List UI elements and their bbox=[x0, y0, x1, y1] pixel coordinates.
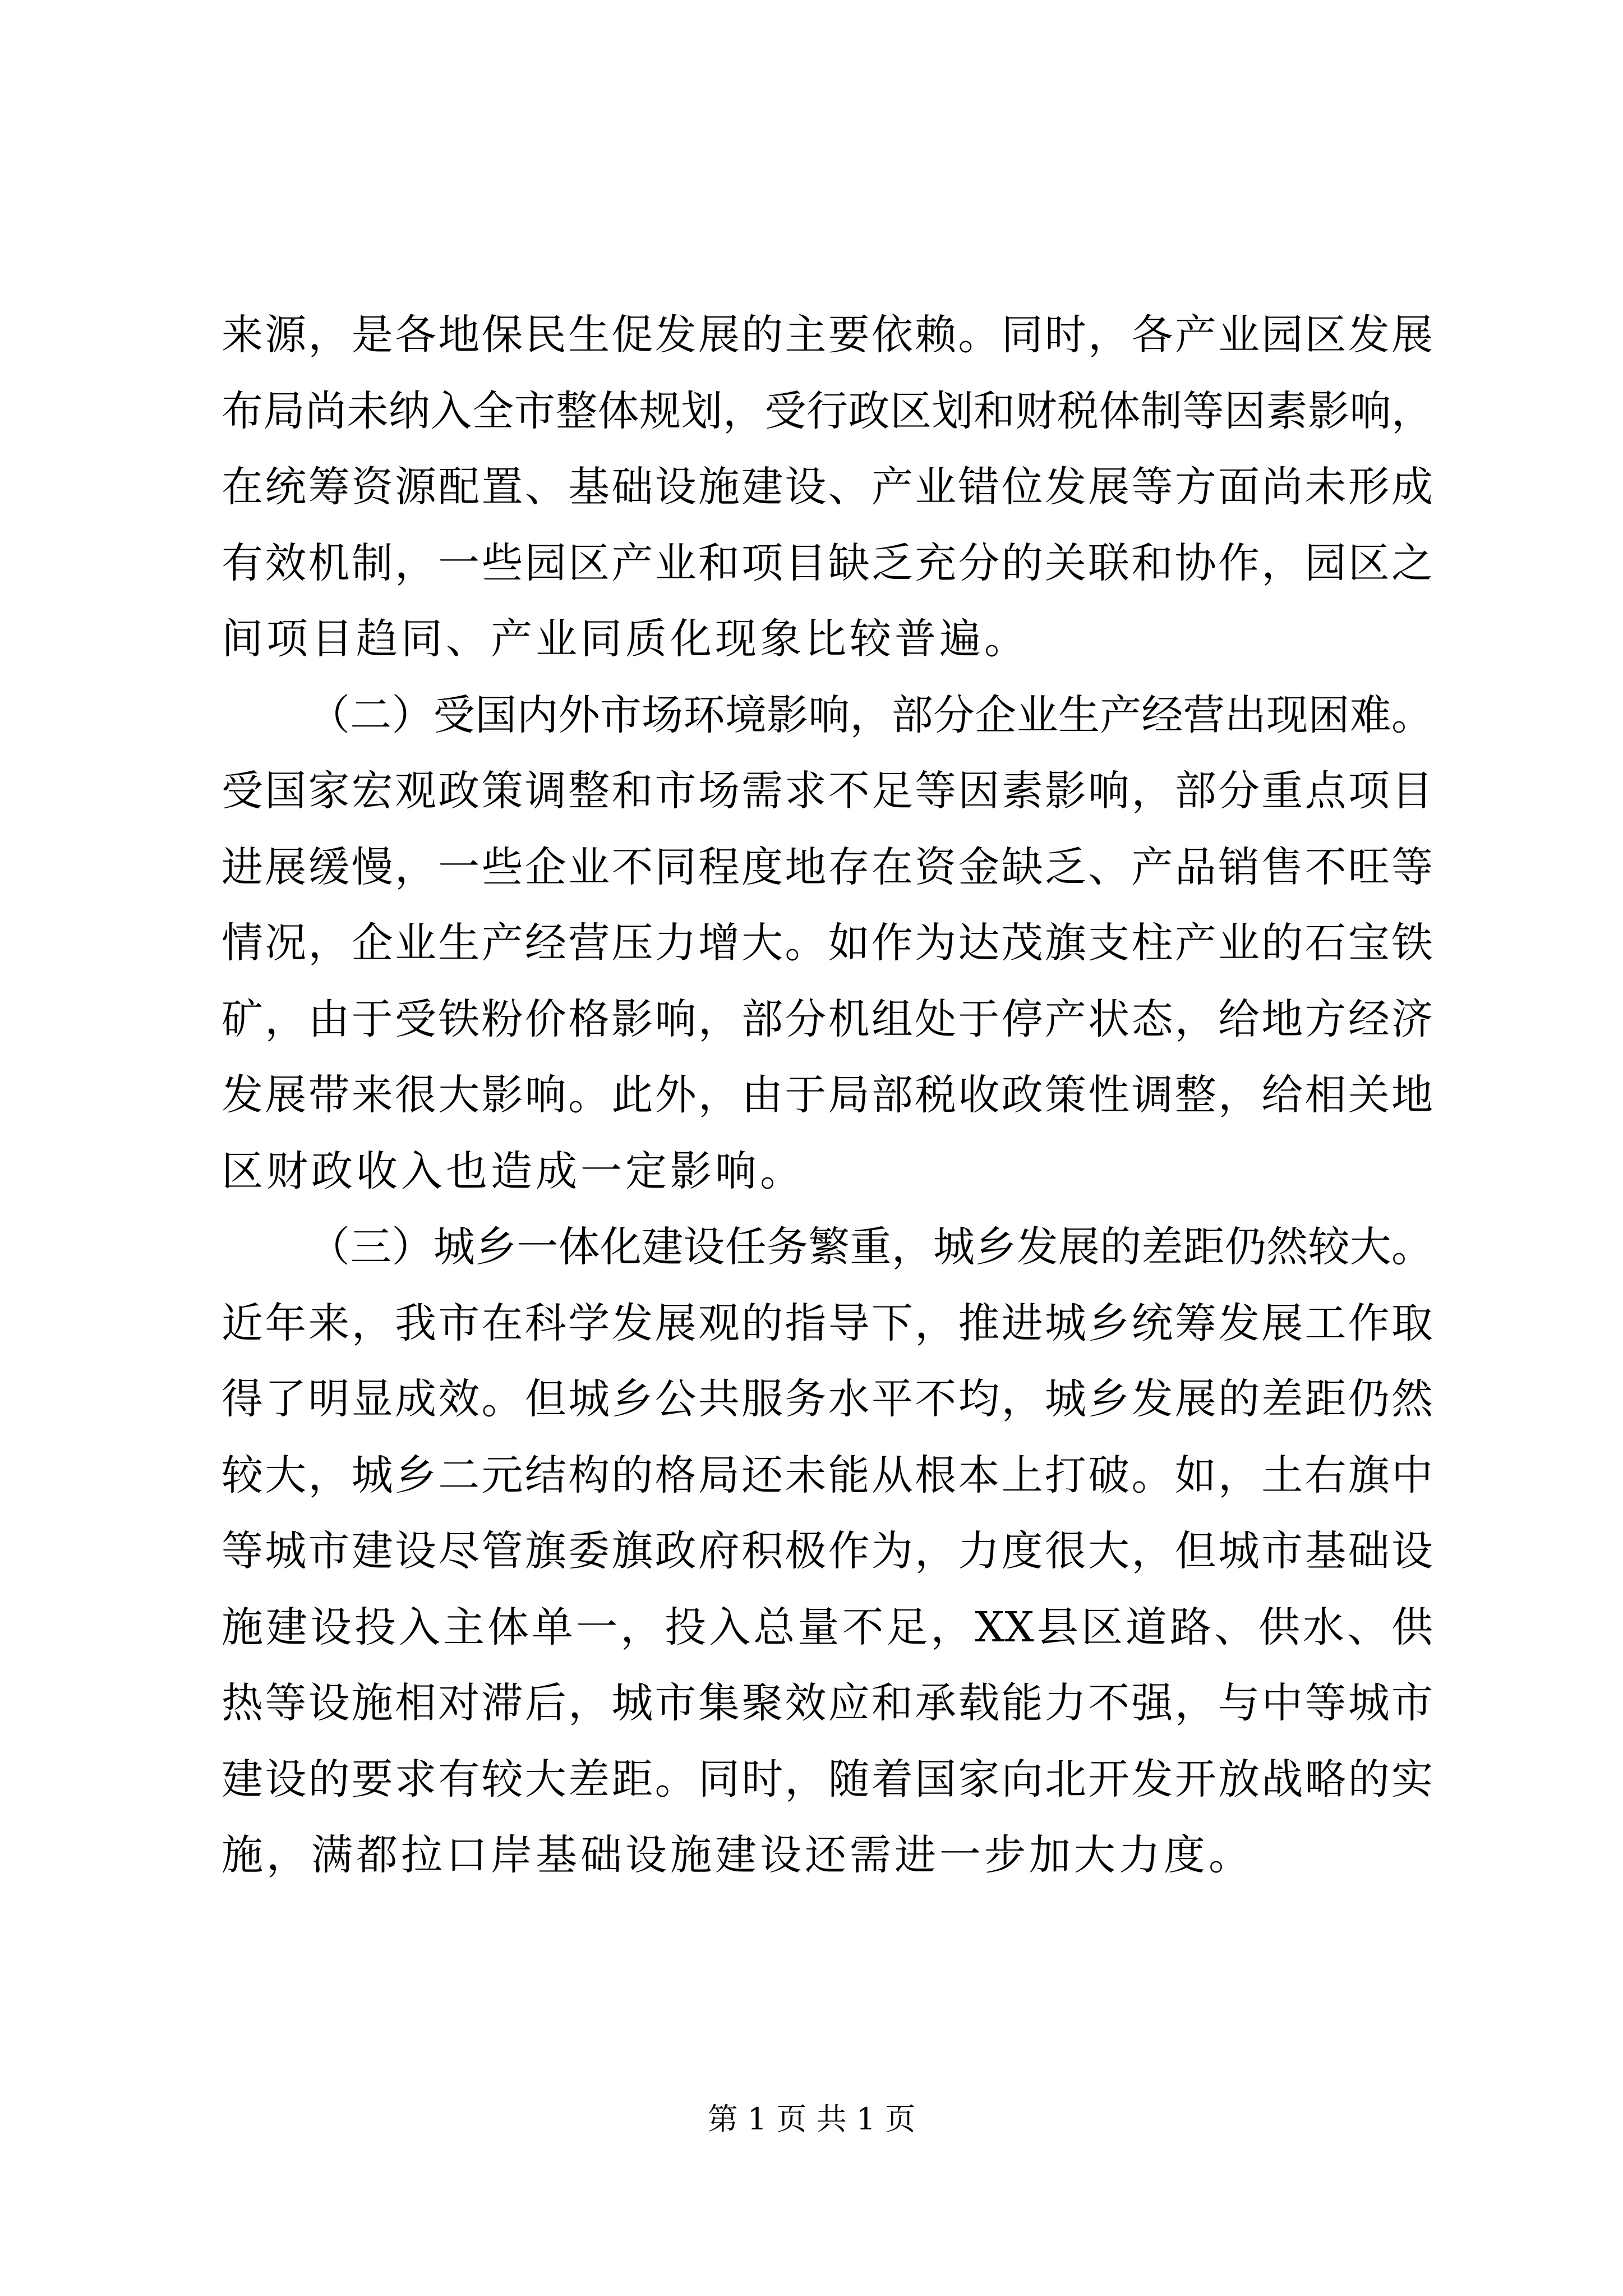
section-heading-2: （二）受国内外市场环境影响，部分企业生产经营出现困难。 bbox=[308, 691, 1433, 739]
text-line: 发展带来很大影响。此外，由于局部税收政策性调整，给相关地 bbox=[222, 1071, 1433, 1119]
text-line: 进展缓慢，一些企业不同程度地存在资金缺乏、产品销售不旺等 bbox=[222, 843, 1433, 891]
page-number: 第 1 页 共 1 页 bbox=[707, 2101, 916, 2137]
text-line: 情况，企业生产经营压力增大。如作为达茂旗支柱产业的石宝铁 bbox=[222, 919, 1433, 967]
text-line: 区财政收入也造成一定影响。 bbox=[222, 1147, 805, 1195]
text-line: 间项目趋同、产业同质化现象比较普遍。 bbox=[222, 615, 1029, 663]
text-line: 得了明显成效。但城乡公共服务水平不均，城乡发展的差距仍然 bbox=[222, 1375, 1433, 1423]
text-line: 等城市建设尽管旗委旗政府积极作为，力度很大，但城市基础设 bbox=[222, 1527, 1433, 1575]
section-heading-3: （三）城乡一体化建设任务繁重，城乡发展的差距仍然较大。 bbox=[308, 1223, 1433, 1271]
text-line: 建设的要求有较大差距。同时，随着国家向北开发开放战略的实 bbox=[222, 1755, 1433, 1803]
text-line: 施建设投入主体单一，投入总量不足，XX县区道路、供水、供 bbox=[222, 1603, 1433, 1651]
text-line: 近年来，我市在科学发展观的指导下，推进城乡统筹发展工作取 bbox=[222, 1299, 1433, 1347]
text-line: 来源，是各地保民生促发展的主要依赖。同时，各产业园区发展 bbox=[222, 311, 1433, 359]
text-line: 施，满都拉口岸基础设施建设还需进一步加大力度。 bbox=[222, 1831, 1253, 1879]
text-line: 热等设施相对滞后，城市集聚效应和承载能力不强，与中等城市 bbox=[222, 1679, 1433, 1727]
text-line: 在统筹资源配置、基础设施建设、产业错位发展等方面尚未形成 bbox=[222, 463, 1433, 511]
text-line: 布局尚未纳入全市整体规划，受行政区划和财税体制等因素影响， bbox=[222, 387, 1433, 435]
text-line: 矿，由于受铁粉价格影响，部分机组处于停产状态，给地方经济 bbox=[222, 995, 1433, 1043]
text-line: 受国家宏观政策调整和市场需求不足等因素影响，部分重点项目 bbox=[222, 767, 1433, 815]
text-line: 较大，城乡二元结构的格局还未能从根本上打破。如，土右旗中 bbox=[222, 1451, 1433, 1499]
text-line: 有效机制，一些园区产业和项目缺乏充分的关联和协作，园区之 bbox=[222, 539, 1433, 587]
